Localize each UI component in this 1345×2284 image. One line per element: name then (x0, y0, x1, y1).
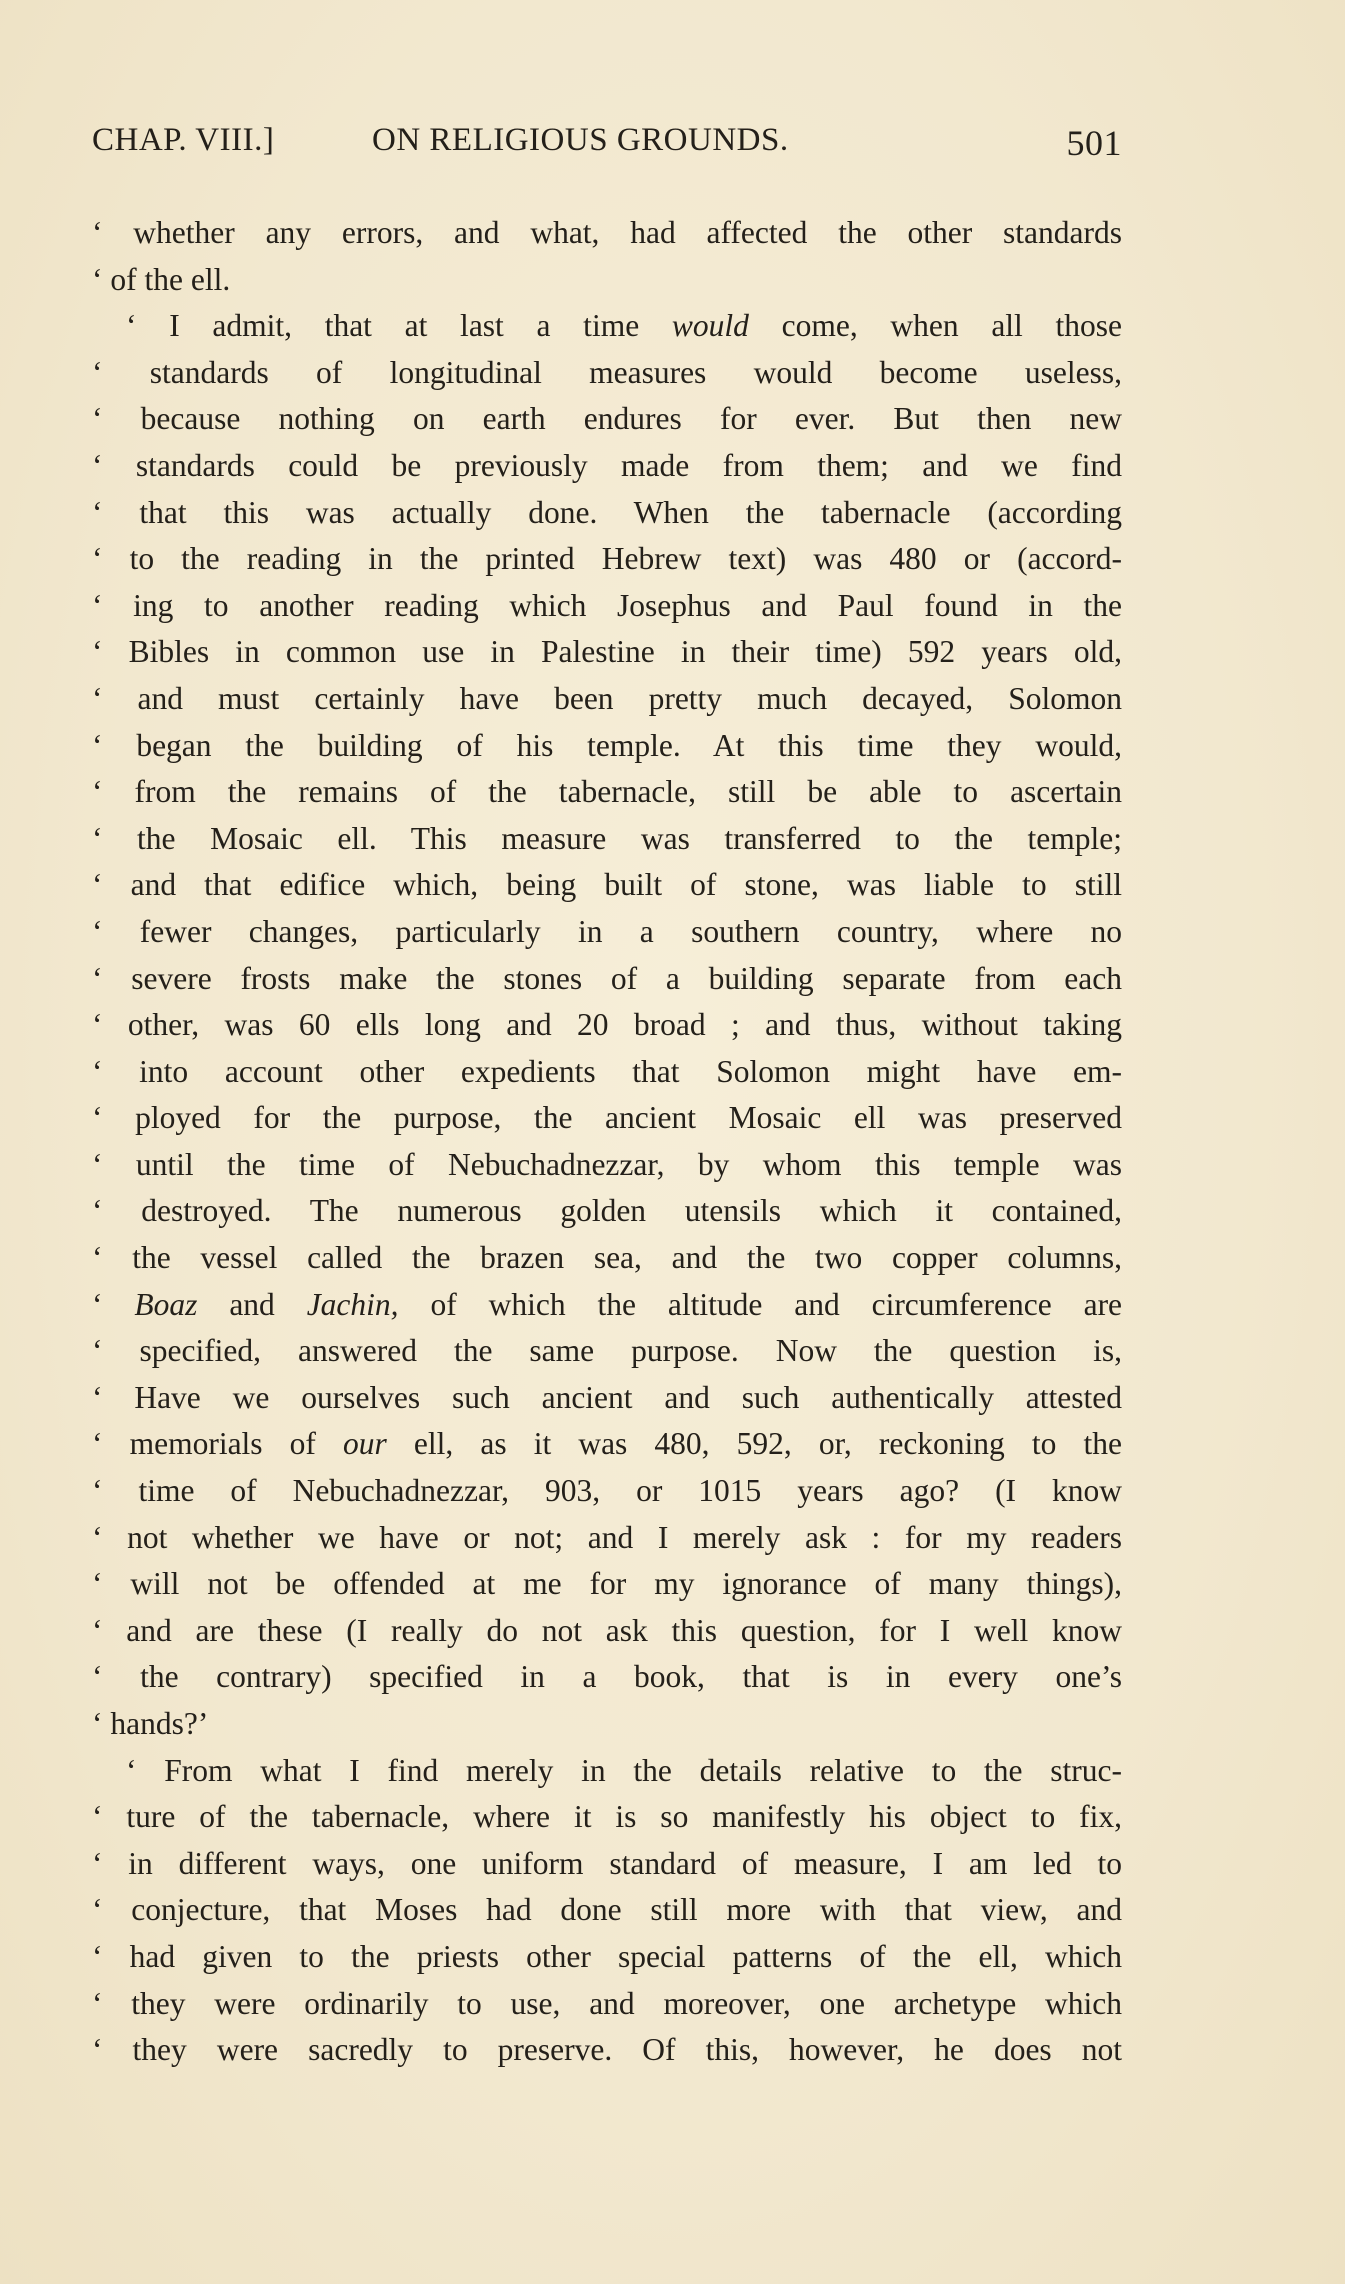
text-line: ‘ from the remains of the tabernacle, still be able to ascertain (92, 774, 1122, 810)
text-line: ‘ severe frosts make the stones of a building separate from each (92, 960, 1122, 996)
text-line: ‘ standards of longitudinal measures would become useless, (92, 354, 1122, 390)
italic-word: Boaz (134, 1286, 198, 1322)
text-line: ‘ other, was 60 ells long and 20 broad ; and thus, without taking (92, 1007, 1122, 1043)
text-line: ‘ that this was actually done. When the tabernacle (according (92, 494, 1122, 530)
text-line: ‘ Have we ourselves such ancient and such authentically attested (92, 1379, 1122, 1415)
text-line: ‘ the contrary) specified in a book, that is in every one’s (92, 1659, 1122, 1695)
text-line: ‘ fewer changes, particularly in a southern country, where no (92, 913, 1122, 949)
text-line: ‘ the Mosaic ell. This measure was transferred to the temple; (92, 820, 1122, 856)
text-line: ‘ memorials of our ell, as it was 480, 592, or, reckoning to the (92, 1426, 1122, 1462)
text-line: ‘ and must certainly have been pretty much decayed, Solomon (92, 680, 1122, 716)
text-line: ‘ I admit, that at last a time would come, when all those (126, 308, 1122, 344)
text-line: ‘ of the ell. (92, 261, 231, 297)
text-line: ‘ ployed for the purpose, the ancient Mosaic ell was preserved (92, 1100, 1122, 1136)
text-line: ‘ hands?’ (92, 1706, 209, 1741)
chapter-label: CHAP. VIII.] (92, 122, 275, 158)
text-line: ‘ not whether we have or not; and I merely ask : for my readers (92, 1519, 1122, 1555)
text-line: ‘ whether any errors, and what, had affected the other standards (92, 215, 1122, 250)
text-line: ‘ time of Nebuchadnezzar, 903, or 1015 years ago? (I know (92, 1473, 1122, 1509)
text-line: ‘ Bibles in common use in Palestine in their time) 592 years old, (92, 634, 1122, 670)
text-line: ‘ destroyed. The numerous golden utensils which it contained, (92, 1193, 1122, 1229)
text-line: ‘ conjecture, that Moses had done still more with that view, and (92, 1892, 1122, 1928)
text-line: ‘ ture of the tabernacle, where it is so manifestly his object to fix, (92, 1799, 1122, 1835)
page-number: 501 (1066, 123, 1122, 163)
text-line: ‘ standards could be previously made from them; and we find (92, 447, 1122, 483)
text-line: ‘ ing to another reading which Josephus and Paul found in the (92, 587, 1122, 623)
text-line: ‘ and are these (I really do not ask this question, for I well know (92, 1612, 1122, 1648)
text-line: ‘ Boaz and Jachin, of which the altitude and circumference are (92, 1286, 1122, 1322)
text-line: ‘ until the time of Nebuchadnezzar, by whom this temple was (92, 1146, 1122, 1182)
body-text (92, 210, 1122, 2074)
text-line: ‘ will not be offended at me for my ignorance of many things), (92, 1566, 1122, 1602)
italic-word: would (671, 308, 749, 344)
text-line: ‘ they were sacredly to preserve. Of this, however, he does not (92, 2032, 1122, 2068)
text-line: ‘ had given to the priests other special patterns of the ell, which (92, 1938, 1122, 1974)
running-title: ON RELIGIOUS GROUNDS. (372, 122, 789, 158)
text-line: ‘ into account other expedients that Solomon might have em- (92, 1053, 1122, 1089)
text-line: ‘ because nothing on earth endures for ever. But then new (92, 401, 1122, 437)
text-line: ‘ began the building of his temple. At this time they would, (92, 727, 1122, 763)
text-line: ‘ the vessel called the brazen sea, and the two copper columns, (92, 1240, 1122, 1276)
text-line: ‘ specified, answered the same purpose. Now the question is, (92, 1333, 1122, 1369)
italic-word: our (343, 1426, 387, 1462)
text-line: ‘ in different ways, one uniform standard of measure, I am led to (92, 1845, 1122, 1881)
text-line: ‘ to the reading in the printed Hebrew text) was 480 or (accord- (92, 541, 1122, 577)
running-header (92, 122, 1122, 172)
text-line: ‘ From what I find merely in the details relative to the struc- (126, 1752, 1122, 1788)
italic-word: Jachin, (306, 1286, 399, 1322)
text-line: ‘ and that edifice which, being built of stone, was liable to still (92, 867, 1122, 903)
text-line: ‘ they were ordinarily to use, and moreover, one archetype which (92, 1985, 1122, 2021)
